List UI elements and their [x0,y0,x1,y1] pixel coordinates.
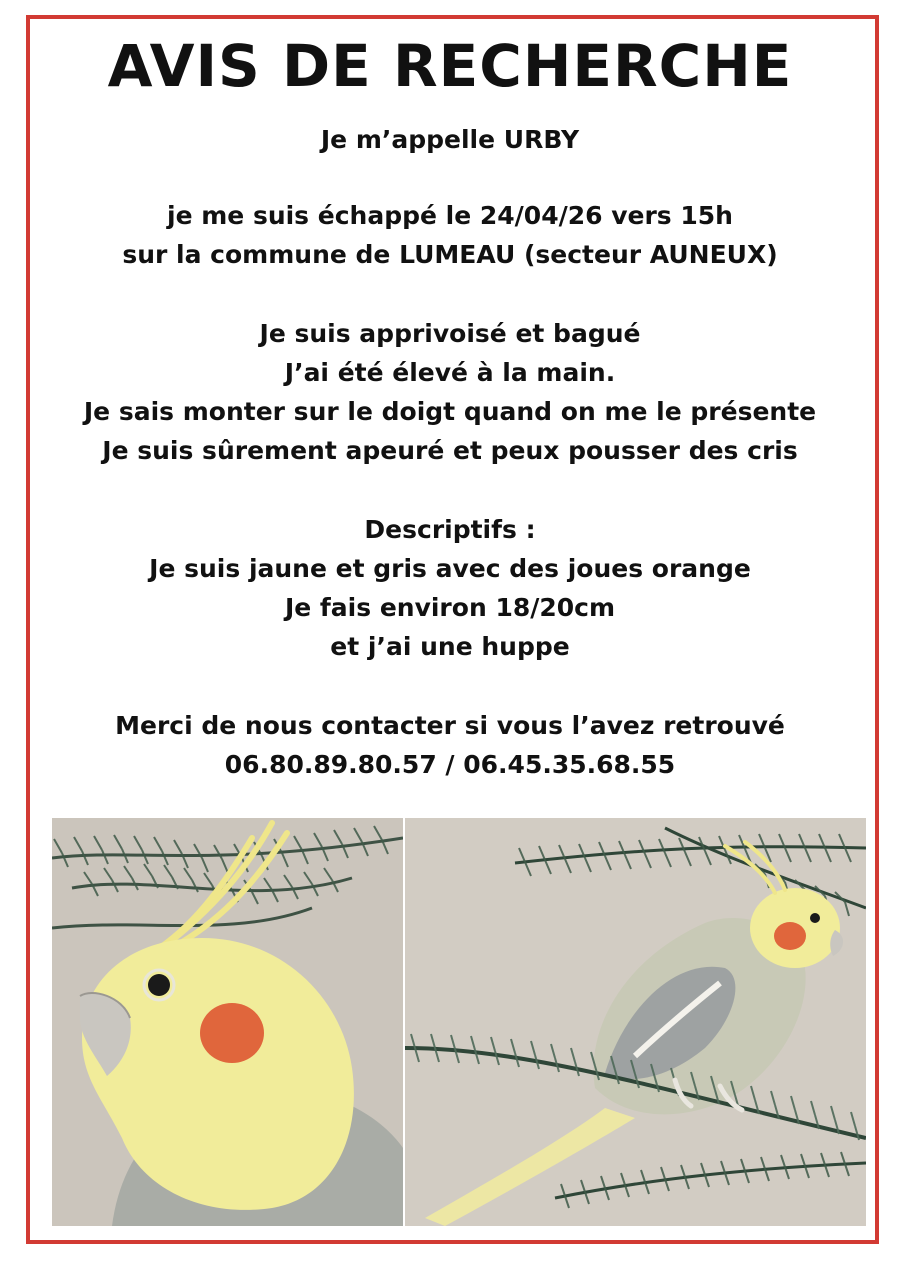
escape-location-line: sur la commune de LUMEAU (secteur AUNEUX) [122,240,778,269]
intro-line: Je m’appelle URBY [320,125,580,154]
description-block [0,510,900,666]
poster-title: AVIS DE RECHERCHE [107,32,793,100]
description-line: Je suis jaune et gris avec des joues orange [149,554,751,583]
description-line: Je fais environ 18/20cm [284,593,616,622]
escape-block [0,196,900,274]
contact-message: Merci de nous contacter si vous l’avez retrouvé [115,711,785,740]
contact-phones: 06.80.89.80.57 / 06.45.35.68.55 [224,750,676,779]
bird-perched-photo [405,818,866,1226]
bird-photos [52,818,866,1226]
description-heading: Descriptifs : [364,515,536,544]
temperament-line: Je suis apprivoisé et bagué [259,319,641,348]
bird-closeup-photo [52,818,403,1226]
contact-block [0,706,900,784]
escape-date-line: je me suis échappé le 24/04/26 vers 15h [167,201,733,230]
intro-block [0,120,900,159]
temperament-line: Je suis sûrement apeuré et peux pousser des cris [102,436,798,465]
temperament-block [0,314,900,470]
temperament-line: J’ai été élevé à la main. [284,358,616,387]
temperament-line: Je sais monter sur le doigt quand on me le présente [83,397,817,426]
description-line: et j’ai une huppe [330,632,570,661]
